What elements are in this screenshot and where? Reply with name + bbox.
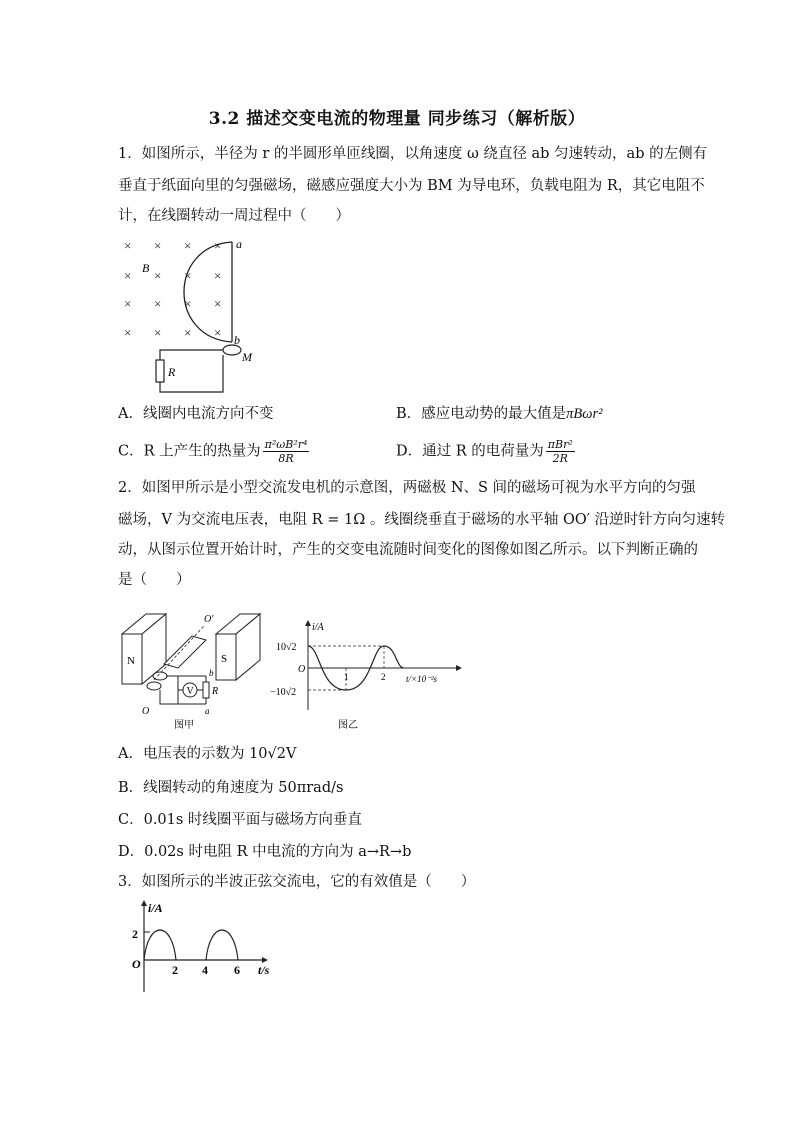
q1-option-c-prefix: C．R 上产生的热量为: [118, 443, 261, 460]
q1-cross: ×: [154, 325, 162, 340]
q3-peak: 2: [132, 927, 138, 941]
q2-yi-xlabel: t/×10⁻²s: [406, 674, 438, 684]
q1-cross: ×: [214, 238, 222, 253]
q1-option-b-prefix: B．感应电动势的最大值是: [396, 406, 567, 422]
page-title: 3.2 描述交变电流的物理量 同步练习（解析版）: [208, 109, 586, 129]
q1-option-c-fraction: [263, 438, 310, 465]
q1-label-B: B: [142, 261, 150, 275]
q1-cross: ×: [184, 325, 192, 340]
q2-line2: 磁场，V 为交流电压表，电阻 R = 1Ω 。线圈绕垂直于磁场的水平轴 OO′ 沿逆时针方向匀速转: [118, 512, 726, 528]
q2-yi-ybottom: −10√2: [270, 687, 297, 698]
q2-line4: 是（ ）: [118, 572, 191, 588]
q2-jia-O-prime: O′: [204, 614, 214, 625]
q3-xlabel: t/s: [258, 963, 270, 977]
q1-option-c-num: π²ωB²r⁴: [264, 438, 308, 451]
q1-line1: 1．如图所示，半径为 r 的半圆形单匝线圈，以角速度 ω 绕直径 ab 匀速转动，ab 的左侧有: [118, 146, 708, 162]
q2-yi-caption: 图乙: [338, 720, 358, 731]
q1-option-d: [396, 438, 575, 465]
q1-cross: ×: [154, 238, 162, 253]
q2-yi-ytop: 10√2: [276, 642, 297, 653]
q3-t2: 2: [172, 963, 178, 977]
q2-jia-S: S: [221, 653, 228, 665]
q1-line2: 垂直于纸面向里的匀强磁场，磁感应强度大小为 BM 为导电环，负载电阻为 R，其它电阻不: [118, 178, 705, 194]
q1-cross: ×: [214, 268, 222, 283]
q1-figure: [118, 234, 268, 394]
q3-ylabel: i/A: [148, 901, 163, 915]
q1-option-a: A．线圈内电流方向不变: [118, 406, 274, 422]
q1-line3: 计，在线圈转动一周过程中（ ）: [118, 208, 350, 224]
q2-jia-b: b: [209, 668, 214, 678]
q1-cross: ×: [184, 268, 192, 283]
q2-option-a: A．电压表的示数为 10√2V: [118, 746, 297, 762]
q2-option-b: B．线圈转动的角速度为 50πrad/s: [118, 780, 344, 796]
q1-option-d-fraction: [546, 438, 575, 465]
q3-figure: [126, 900, 286, 996]
q1-cross: ×: [124, 238, 132, 253]
q2-jia-O: O: [142, 706, 150, 717]
q1-cross: ×: [154, 296, 162, 311]
q2-figure-yi: [268, 620, 488, 735]
q1-cross: ×: [154, 268, 162, 283]
q3-half-wave-2: [206, 930, 238, 960]
q1-option-d-prefix: D．通过 R 的电荷量为: [396, 443, 544, 460]
q1-cross: ×: [214, 296, 222, 311]
q2-yi-x1: 1: [344, 672, 349, 682]
q2-figure-jia: [118, 604, 268, 734]
q2-yi-ylabel: i/A: [312, 622, 324, 633]
q1-label-a: a: [236, 237, 242, 251]
q1-cross: ×: [184, 296, 192, 311]
q2-jia-N: N: [127, 655, 135, 667]
q1-cross: ×: [124, 268, 132, 283]
q2-yi-x2: 2: [381, 672, 386, 682]
q1-label-b: b: [234, 333, 240, 347]
q3-origin: O: [132, 957, 141, 971]
q2-jia-caption: 图甲: [174, 720, 194, 731]
q1-option-c: [118, 438, 309, 465]
q1-cross: ×: [214, 325, 222, 340]
q1-option-b-expr: πBωr²: [566, 406, 603, 422]
q1-label-M: M: [242, 350, 252, 364]
q1-cross: ×: [124, 296, 132, 311]
q2-line1: 2．如图甲所示是小型交流发电机的示意图，两磁极 N、S 间的磁场可视为水平方向的匀强: [118, 480, 696, 496]
q1-option-d-num: πBr²: [547, 438, 573, 451]
q2-line3: 动，从图示位置开始计时，产生的交变电流随时间变化的图像如图乙所示。以下判断正确的: [118, 542, 698, 558]
q2-jia-R: R: [212, 686, 219, 697]
q2-jia-a: a: [205, 706, 210, 716]
q2-option-d: D．0.02s 时电阻 R 中电流的方向为 a→R→b: [118, 844, 412, 860]
q2-yi-origin: O: [298, 664, 306, 675]
q1-option-d-den: 2R: [552, 452, 568, 465]
q1-option-c-den: 8R: [278, 452, 294, 465]
q1-cross: ×: [124, 325, 132, 340]
q3-t4: 4: [202, 963, 208, 977]
q1-option-b: [396, 404, 603, 424]
q3-t6: 6: [234, 963, 240, 977]
q3-line1: 3．如图所示的半波正弦交流电，它的有效值是（ ）: [118, 874, 476, 890]
q1-cross: ×: [184, 238, 192, 253]
q2-jia-V: V: [186, 686, 194, 697]
q2-option-c: C．0.01s 时线圈平面与磁场方向垂直: [118, 812, 362, 828]
q3-half-wave-1: [144, 930, 176, 960]
q1-label-R: R: [168, 365, 176, 379]
